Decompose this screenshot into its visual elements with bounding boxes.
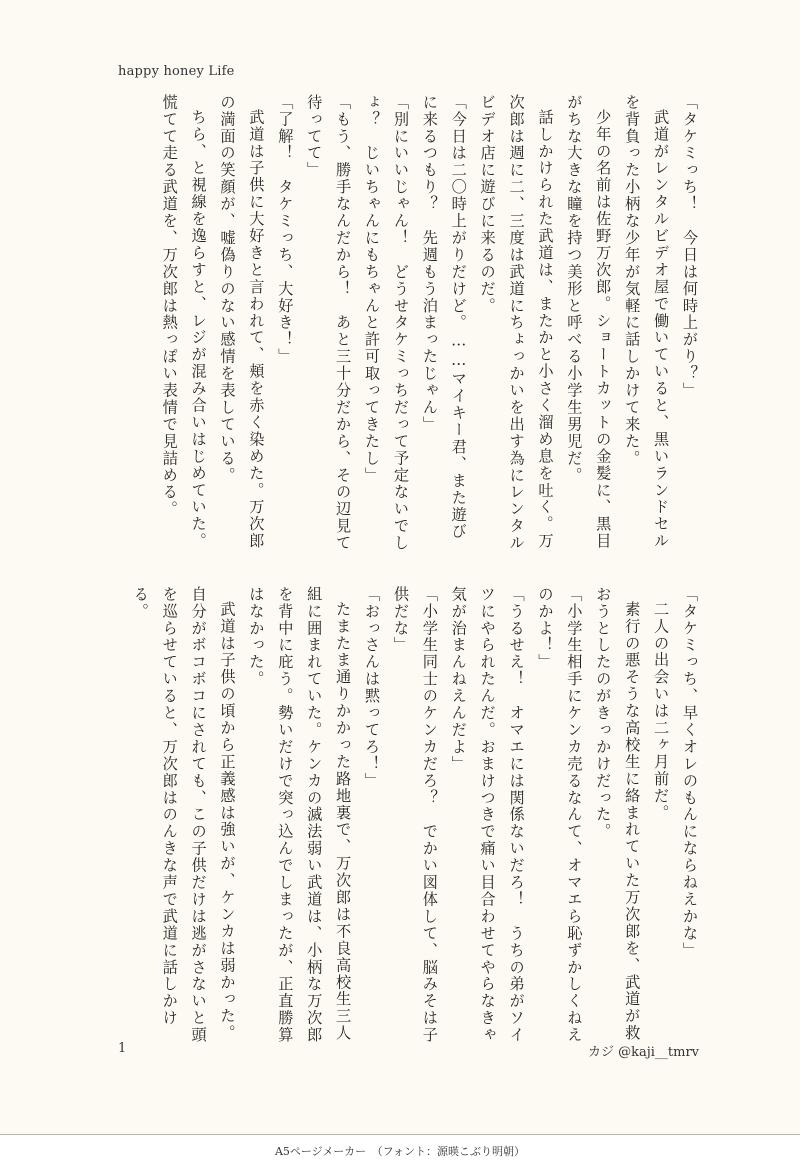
generator-credit: A5ページメーカー （フォント：源暎こぶり明朝） (274, 1145, 526, 1158)
paragraph: 「了解！ タケミっち、大好き！」 (276, 94, 295, 366)
paragraph: 「タケミっち、早くオレのもんにならねえかな」 (681, 586, 699, 959)
paragraph: 素行の悪そうな高校生に絡まれていた万次郎を、武道が救おうとしたのがきっかけだった。 (594, 586, 642, 1042)
author-credit: カジ @kaji__tmrv (587, 1045, 699, 1060)
text-block-lower (126, 586, 704, 1046)
paragraph: 「別にいいじゃん！ どうせタケミっちだって予定ないでしょ？ じいちゃんにもちゃんと許可取ってきたし」 (363, 94, 410, 552)
running-header-title: happy honey Life (118, 64, 235, 79)
paragraph: 武道は子供に大好きと言われて、頬を赤く染めた。万次郎の満面の笑顔が、嘘偽りのない感情を表している。 (218, 94, 266, 550)
page-number: 1 (118, 1041, 127, 1056)
paragraph: 「小学生相手にケンカ売るなんて、オマエら恥ずかしくねえのかよ！」 (536, 586, 584, 1044)
paragraph: 「おっさんは黙ってろ！」 (363, 586, 382, 790)
paragraph: 武道がレンタルビデオ屋で働いていると、黒いランドセルを背負った小柄な少年が気軽に話しかけて来た。 (623, 94, 671, 550)
paragraph: ちら、と視線を逸らすと、レジが混み合いはじめていた。慌てて走る武道を、万次郎は熱っぽい表情で見詰める。 (160, 94, 208, 550)
text-block-upper (155, 94, 704, 554)
paragraph: 話しかけられた武道は、またかと小さく溜め息を吐く。万次郎は週に二、三度は武道にちょっかいを出す為にレンタルビデオ店に遊びに来るのだ。 (478, 94, 555, 552)
paragraph: 少年の名前は佐野万次郎。ショートカットの金髪に、黒目がちな大きな瞳を持つ美形と呼べる小学生男児だ。 (565, 94, 613, 550)
paragraph: 「今日は二〇時上がりだけど。……マイキー君、また遊びに来るつもり？ 先週もう泊まったじゃん」 (420, 94, 468, 541)
paragraph: たまたま通りかかった路地裏で、万次郎は不良高校生三人組に囲まれていた。ケンカの滅法弱い武道は、小柄な万次郎を背中に庇う。勢いだけで突っ込んでしまったが、正直勝算はなかった。 (247, 586, 353, 1044)
paragraph: 武道は子供の頃から正義感は強いが、ケンカは弱かった。自分がボコボコにされても、この子供だけは逃がさないと頭を巡らせていると、万次郎はのんきな声で武道に話しかける。 (131, 586, 237, 1044)
paragraph: 「うるせえ！ オマエには関係ないだろ！ うちの弟がソイツにやられたんだ。おまけつきで痛い目合わせてやらなきゃ気が治まんねえんだよ」 (449, 586, 526, 1044)
paragraph: 「小学生同士のケンカだろ？ でかい図体して、脳みそは子供だな」 (391, 586, 439, 1044)
paragraph: 二人の出会いは二ヶ月前だ。 (652, 601, 671, 822)
paragraph: 「もう、勝手なんだから！ あと三十分だから、その辺見て待ってて」 (305, 94, 353, 552)
paragraph: 「タケミっち！ 今日は何時上がり？」 (681, 94, 699, 400)
